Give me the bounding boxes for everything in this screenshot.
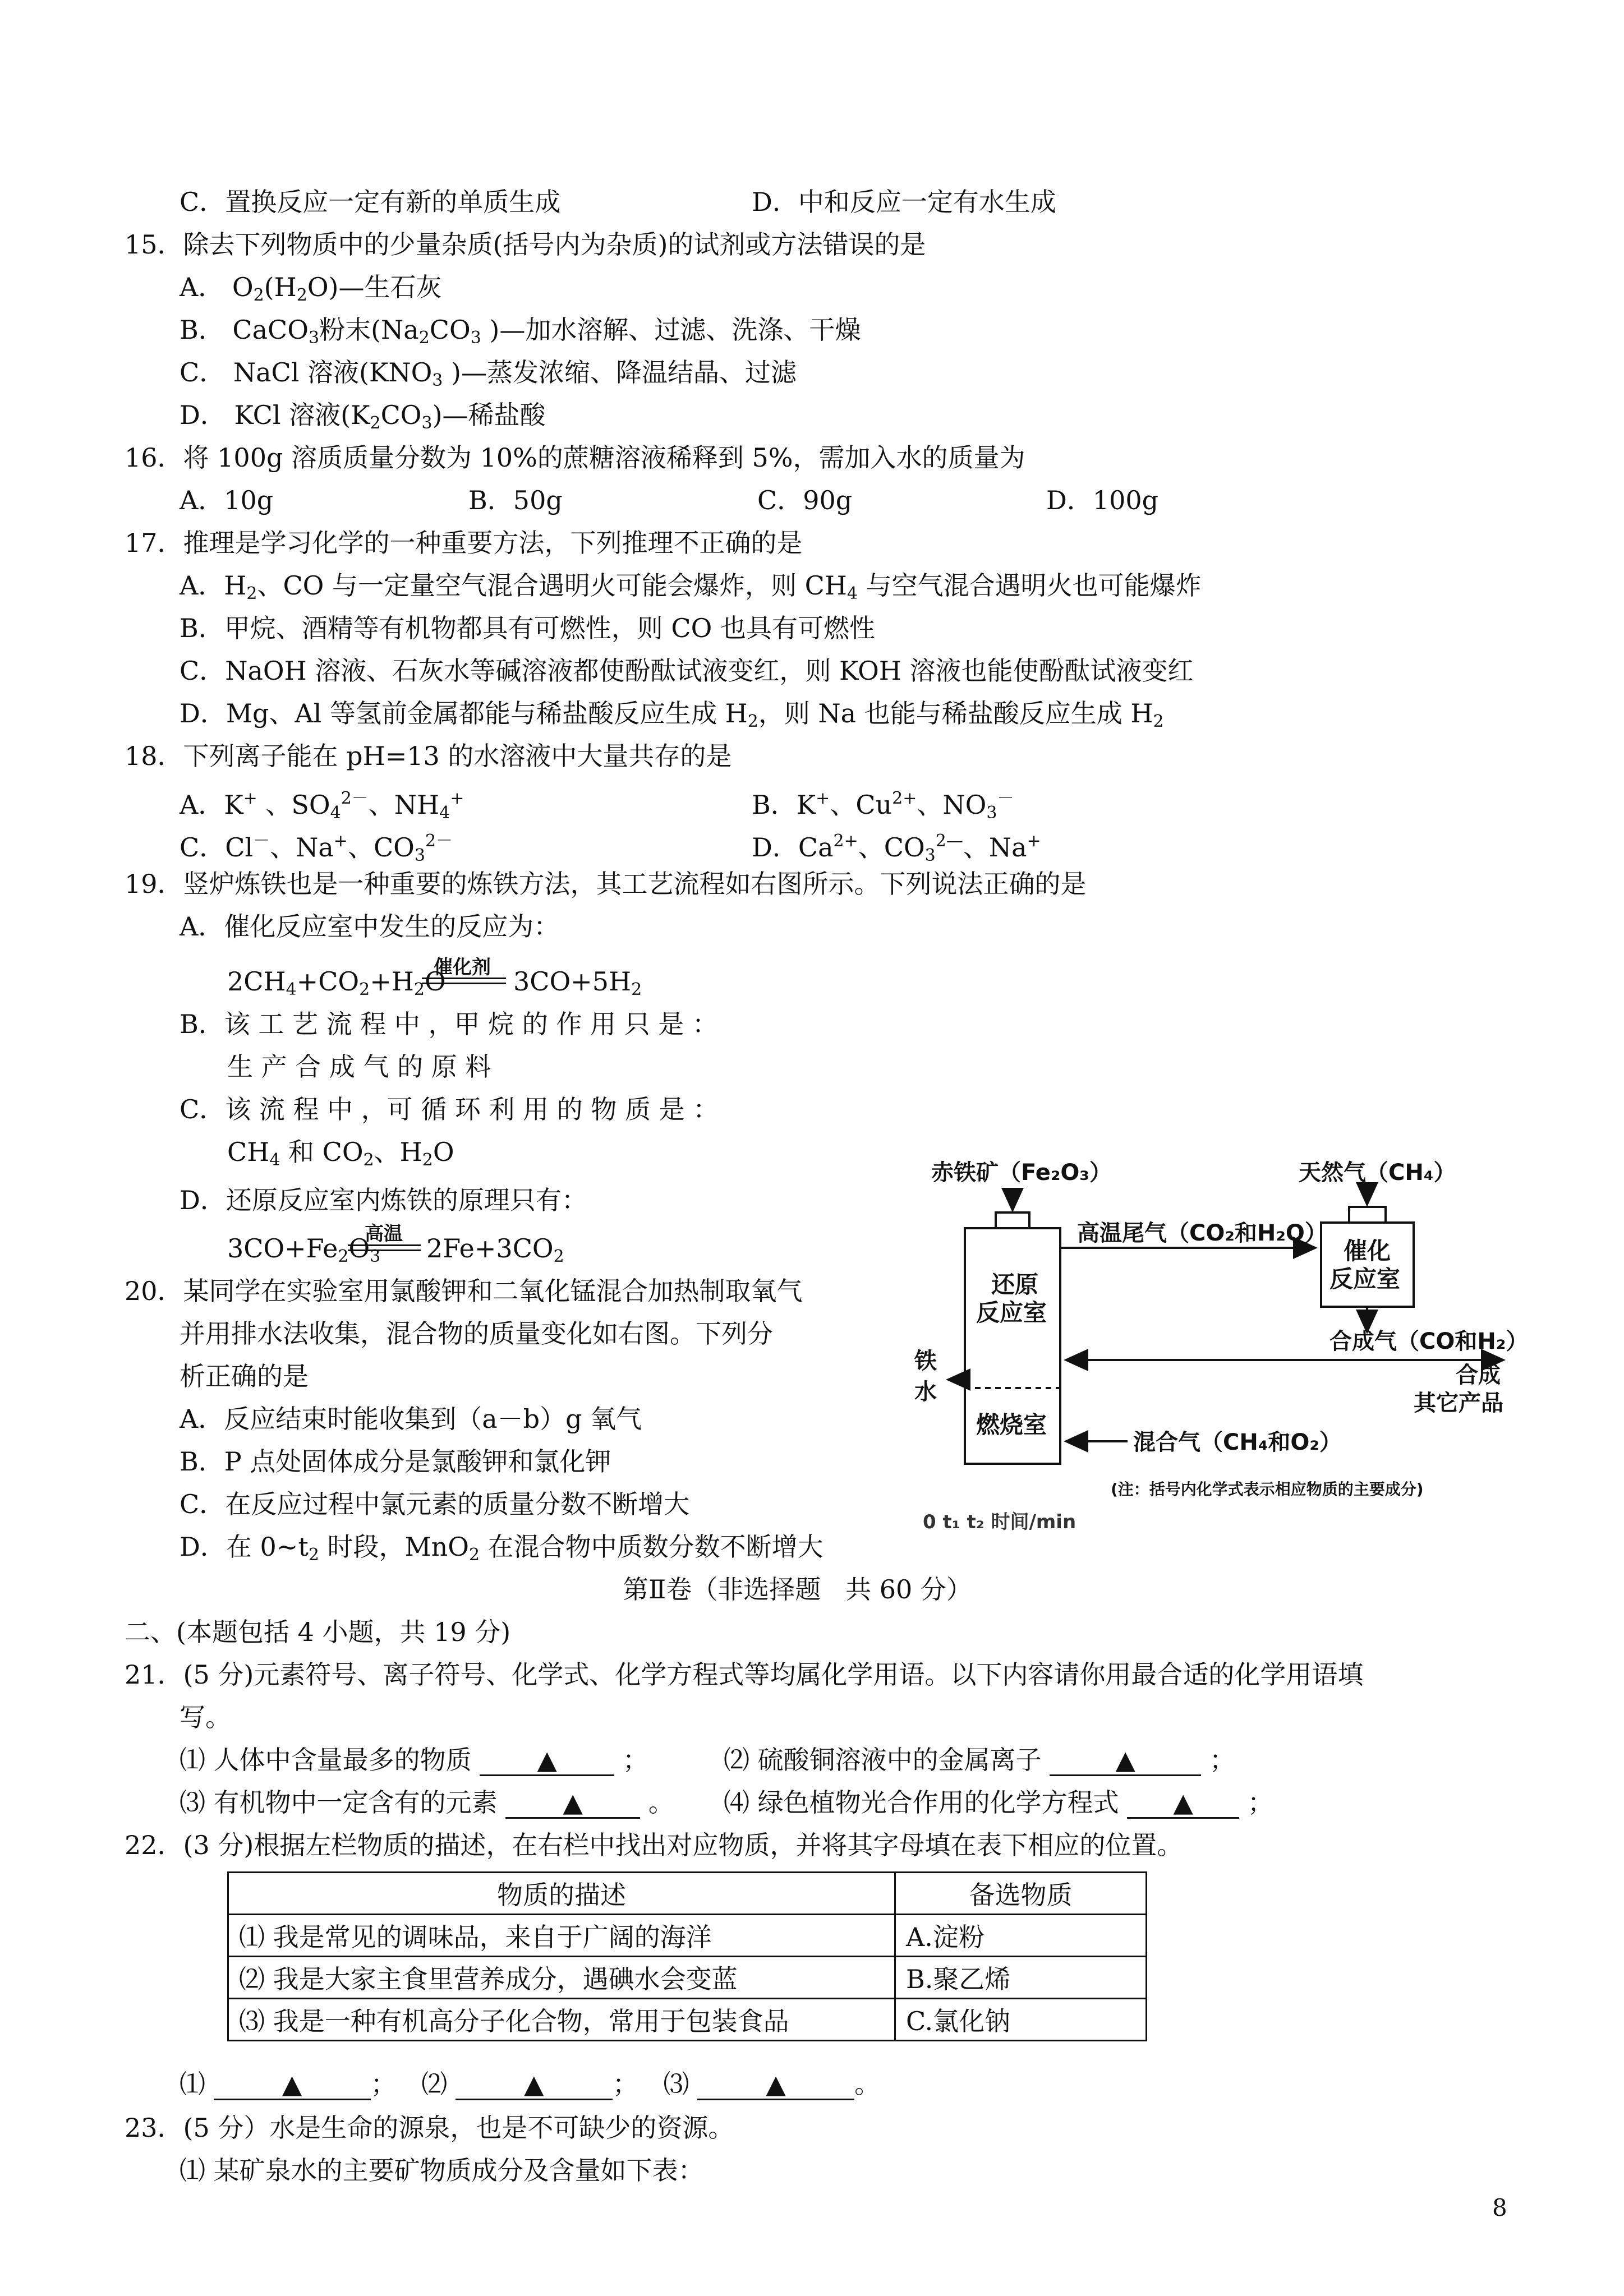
table-row [228,1957,1147,1999]
catalytic-inlet [1349,1207,1386,1223]
q22-stem: 22．(3 分)根据左栏物质的描述，在右栏中找出对应物质，并将其字母填在表下相应的位置。 [125,1830,1183,1860]
hematite-label: 赤铁矿（Fe₂O₃） [931,1160,1112,1186]
blast-furnace-flow-diagram [892,1144,1537,1537]
table-cell-option: C.氯化钠 [895,1999,1147,2041]
q21-item-1-label: ⑴ 人体中含量最多的物质 [180,1745,472,1775]
q18-stem: 18．下列离子能在 pH=13 的水溶液中大量共存的是 [125,741,732,771]
q15-option-b: B． CaCO$_3$粉末($Na_2CO_3$ )—加水溶解、过滤、洗涤、干燥 [180,315,861,348]
q19-option-c: C．该 流 程 中 ，可 循 环 利 用 的 物 质 是 ： [180,1094,719,1124]
q21-item-3-tail: 。 [648,1787,674,1818]
q21-answer-4[interactable]: ▲ [1127,1788,1239,1819]
q23-part-1: ⑴ 某矿泉水的主要矿物质成分及含量如下表： [180,2155,704,2186]
q17-option-a: A．$H_2$、CO 与一定量空气混合遇明火可能会爆炸，则 $CH_4$ 与空气混合遇明火也可能爆炸 [180,570,1202,603]
q17-stem: 17．推理是学习化学的一种重要方法，下列推理不正确的是 [125,528,803,558]
q20-stem: 20．某同学在实验室用氯酸钾和二氧化锰混合加热制取氧气 [125,1276,803,1306]
table-row [228,1915,1147,1957]
q21-stem: 21．(5 分)元素符号、离子符号、化学式、化学方程式等均属化学用语。以下内容请你用最合适的化学用语填 [125,1659,1364,1690]
molten-iron-label-2: 水 [914,1379,937,1405]
catalytic-room-label-1: 催化 [1344,1237,1391,1265]
q22-answer-1-label: ⑴ [180,2069,205,2099]
section-2-title: 第Ⅱ卷（非选择题 共 60 分） [623,1574,972,1605]
molten-iron-label-1: 铁 [914,1348,937,1374]
diagram-note: (注：括号内化学式表示相应物质的主要成分) [1111,1480,1424,1499]
q21-item-1 [180,1743,648,1777]
q15-option-a: A． $O_2(H_2O)—$生石灰 [180,272,442,305]
table-cell-description: ⑴ 我是常见的调味品，来自于广阔的海洋 [228,1915,895,1957]
q20-stem-line2: 并用排水法收集，混合物的质量变化如右图。下列分 [180,1318,773,1349]
q23-stem: 23．(5 分）水是生命的源泉，也是不可缺少的资源。 [125,2113,734,2143]
q19-stem: 19．竖炉炼铁也是一种重要的炼铁方法，其工艺流程如右图所示。下列说法正确的是 [125,869,1087,899]
q17-option-b: B．甲烷、酒精等有机物都具有可燃性，则 CO 也具有可燃性 [180,613,875,643]
page-number: 8 [1492,2194,1507,2221]
q19-equation-a-right: $3CO+5H_2$ [513,966,642,999]
reduction-room-label-2: 反应室 [976,1299,1047,1326]
q19-option-b-line2: 生 产 合 成 气 的 原 料 [227,1052,491,1082]
q21-item-2 [724,1743,1235,1777]
part-2-heading: 二、(本题包括 4 小题，共 19 分) [125,1617,511,1647]
q17-option-d: D．Mg、Al 等氢前金属都能与稀盐酸反应生成 $H_2$，则 Na 也能与稀盐酸反应生成 $H_2$ [180,698,1164,731]
q21-item-4-tail: ； [1247,1787,1273,1818]
q14-option-d: D．中和反应一定有水生成 [752,187,1056,217]
q19-equation-d-right: $2Fe+3CO_2$ [426,1233,564,1266]
furnace-inlet [996,1212,1029,1228]
q21-item-3-label: ⑶ 有机物中一定含有的元素 [180,1787,498,1818]
table-header-description: 物质的描述 [228,1873,895,1915]
q21-item-2-label: ⑵ 硫酸铜溶液中的金属离子 [724,1745,1042,1775]
q16-option-a: A．10g [180,485,274,515]
q19-option-d: D．还原反应室内炼铁的原理只有： [180,1185,587,1215]
q21-item-4-label: ⑷ 绿色植物光合作用的化学方程式 [724,1787,1119,1818]
q20-option-c: C．在反应过程中氯元素的质量分数不断增大 [180,1489,690,1519]
q21-item-2-tail: ； [1209,1745,1235,1775]
q22-answer-2-tail: ； [612,2069,638,2099]
q20-option-a: A．反应结束时能收集到（a－b）g 氧气 [180,1404,642,1434]
q18-option-d: D．$Ca^{2+}$、$CO_3^{2—}$、Na+ [752,831,1041,865]
q21-stem-line2: 写。 [180,1702,231,1732]
q22-answer-3-label: ⑶ [663,2069,689,2099]
q20-option-d: D．在 $0\sim t_2$ 时段，MnO$_2$ 在混合物中质数分数不断增大 [180,1532,823,1565]
hot-tail-gas-label: 高温尾气（CO₂和H₂O） [1077,1220,1327,1246]
table-header-row [228,1873,1147,1915]
table-row [228,1999,1147,2041]
q15-option-c: C． NaCl 溶液($KNO_3$ )—蒸发浓缩、降温结晶、过滤 [180,357,797,390]
q19-equation-d-left: $3CO+Fe_2O_3$ [227,1233,381,1266]
q16-option-b: B．50g [468,485,563,515]
q19-option-a: A．催化反应室中发生的反应为： [180,911,560,942]
table-header-options: 备选物质 [895,1873,1147,1915]
q22-answer-3-tail: 。 [854,2069,881,2099]
q22-answer-1-tail: ； [370,2069,397,2099]
q18-option-a: A．K+ 、$SO_4^{2-}$、$NH_4^+$ [180,789,464,823]
q18-option-b: B．K+、$Cu^{2+}$、$NO_3^-$ [752,789,1014,823]
reaction-arrow-high-temp [348,1244,421,1251]
q16-option-d: D．100g [1046,485,1159,515]
q18-option-c: C．Cl－、Na+、$CO_3^{2-}$ [180,831,453,865]
q21-answer-1[interactable]: ▲ [480,1745,614,1776]
syngas-label: 合成气（CO和H₂） [1329,1329,1529,1354]
table-cell-description: ⑵ 我是大家主食里营养成分，遇碘水会变蓝 [228,1957,895,1999]
q16-option-c: C．90g [757,485,853,515]
q21-answer-2[interactable]: ▲ [1050,1745,1201,1776]
q19-equation-a-left: $2CH_4+CO_2+H_2O$ [227,966,446,999]
q21-item-3 [180,1786,674,1819]
natural-gas-label: 天然气（CH₄） [1299,1160,1456,1186]
table-cell-option: A.淀粉 [895,1915,1147,1957]
q22-answer-2-label: ⑵ [421,2069,448,2099]
q22-table [227,1871,1147,2041]
reaction-arrow-catalyst [422,978,506,984]
synthesis-label-2: 其它产品 [1414,1390,1503,1416]
catalytic-room-label-2: 反应室 [1329,1265,1401,1293]
q20-option-b: B．P 点处固体成分是氯酸钾和氯化钾 [180,1446,611,1477]
table-cell-option: B.聚乙烯 [895,1957,1147,1999]
q21-item-4 [724,1786,1273,1819]
q15-option-d: D． KCl 溶液$(K_2CO_3)—$稀盐酸 [180,400,546,433]
mixed-gas-label: 混合气（CH₄和O₂） [1133,1430,1342,1455]
q21-answer-3[interactable]: ▲ [505,1788,640,1819]
table-cell-description: ⑶ 我是一种有机高分子化合物，常用于包装食品 [228,1999,895,2041]
q19-option-b: B．该 工 艺 流 程 中 ，甲 烷 的 作 用 只 是 ： [180,1009,718,1039]
catalytic-room [1321,1223,1414,1307]
q22-answers [180,2067,880,2101]
q17-option-c: C．NaOH 溶液、石灰水等碱溶液都使酚酞试液变红，则 KOH 溶液也能使酚酞试液变红 [180,656,1194,686]
combustion-room-label: 燃烧室 [976,1411,1047,1439]
q14-option-c: C．置换反应一定有新的单质生成 [180,187,561,217]
synthesis-label-1: 合成 [1456,1362,1501,1388]
q15-stem: 15．除去下列物质中的少量杂质(括号内为杂质)的试剂或方法错误的是 [125,229,926,260]
q20-stem-line3: 析正确的是 [180,1361,309,1391]
q19-option-c-line2: $CH_4$ 和 $CO_2$、$H_2O$ [227,1137,454,1170]
q16-stem: 16．将 100g 溶质质量分数为 10%的蔗糖溶液稀释到 5%，需加入水的质量为 [125,442,1025,473]
q22-answer-1[interactable]: ▲ [214,2069,371,2100]
q22-answer-2[interactable]: ▲ [456,2069,613,2100]
q22-answer-3[interactable]: ▲ [697,2069,854,2100]
reduction-room-label-1: 还原 [991,1271,1039,1298]
high-temp-label: 高温 [365,1223,403,1245]
diagram-residue-text: 0 t₁ t₂ 时间/min [923,1511,1076,1533]
catalyst-label: 催化剂 [434,956,491,979]
q21-item-1-tail: ； [622,1745,648,1775]
